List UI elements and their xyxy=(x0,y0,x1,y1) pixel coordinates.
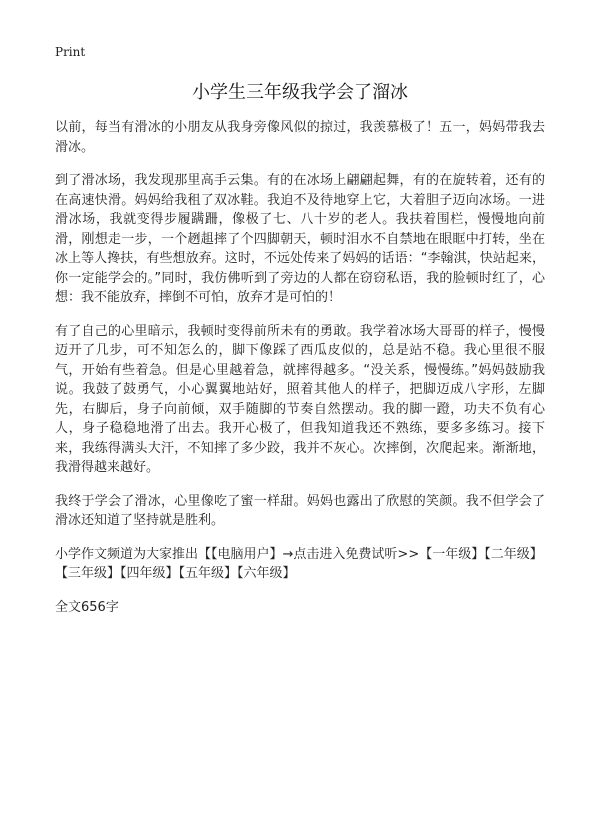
grade-link-6[interactable]: 【六年级】 xyxy=(237,566,296,581)
promo-intro: 小学作文频道为大家推出【 xyxy=(55,546,212,562)
print-link[interactable]: Print xyxy=(55,45,86,59)
page-title: 小学生三年级我学会了溜冰 xyxy=(192,82,408,103)
promo-line xyxy=(55,545,545,584)
word-count: 全文656字 xyxy=(55,599,119,615)
grade-link-4[interactable]: 【四年级】 xyxy=(120,566,179,581)
grade-link-3[interactable]: 【三年级】 xyxy=(55,566,121,581)
paragraph: 到了滑冰场，我发现那里高手云集。有的在冰场上翩翩起舞，有的在旋转着，还有的在高速快滑。妈妈给我租了双冰鞋。我迫不及待地穿上它，大着胆子迈向冰场。一进滑冰场，我就变得步履蹒跚，像极了七、八十岁的老人。我扶着围栏，慢慢地向前滑，刚想走一步，一个趔趄摔了个四脚朝天，顿时泪水不自禁地在眼眶中打转，坐在冰上等人搀扶，有些想放弃。这时，不远处传来了妈妈的话语：“李翰淇，快站起来，你一定能学会的。”同时，我仿佛听到了旁边的人都在窃窃私语，我的脸顿时红了，心想：我不能放弃，摔倒不可怕，放弃才是可怕的！ xyxy=(55,173,545,305)
paragraph: 有了自己的心里暗示，我顿时变得前所未有的勇敢。我学着冰场大哥哥的样子，慢慢迈开了几步，可不知怎么的，脚下像踩了西瓜皮似的，总是站不稳。我心里很不服气，开始有些着急。但是心里越着急，就摔得越多。“没关系，慢慢练。”妈妈鼓励我说。我鼓了鼓勇气，小心翼翼地站好，照着其他人的样子，把脚迈成八字形，左脚先，右脚后，身子向前倾，双手随脚的节奏自然摆动。我的脚一蹬，功夫不负有心人，身子稳稳地滑了出去。我开心极了，但我知道我还不熟练，要多多练习。接下来，我练得满头大汗，不知摔了多少跤，我并不灰心。次摔倒，次爬起来。渐渐地，我滑得越来越好。 xyxy=(55,323,545,475)
grade-link-5[interactable]: 【五年级】 xyxy=(178,566,238,581)
article-body xyxy=(55,118,545,617)
grade-link-1[interactable]: 【一年级】 xyxy=(419,546,485,562)
user-link[interactable]: 【电脑用户】 xyxy=(211,546,283,562)
free-trial-link[interactable]: →点击进入免费试听>> xyxy=(282,546,420,562)
paragraph: 我终于学会了滑冰，心里像吃了蜜一样甜。妈妈也露出了欣慰的笑颜。我不但学会了滑冰还知道了坚持就是胜利。 xyxy=(55,493,545,528)
grade-link-2[interactable]: 【二年级】 xyxy=(484,546,543,562)
paragraph: 以前，每当有滑冰的小朋友从我身旁像风似的掠过，我羡慕极了！五一，妈妈带我去滑冰。 xyxy=(55,120,545,155)
